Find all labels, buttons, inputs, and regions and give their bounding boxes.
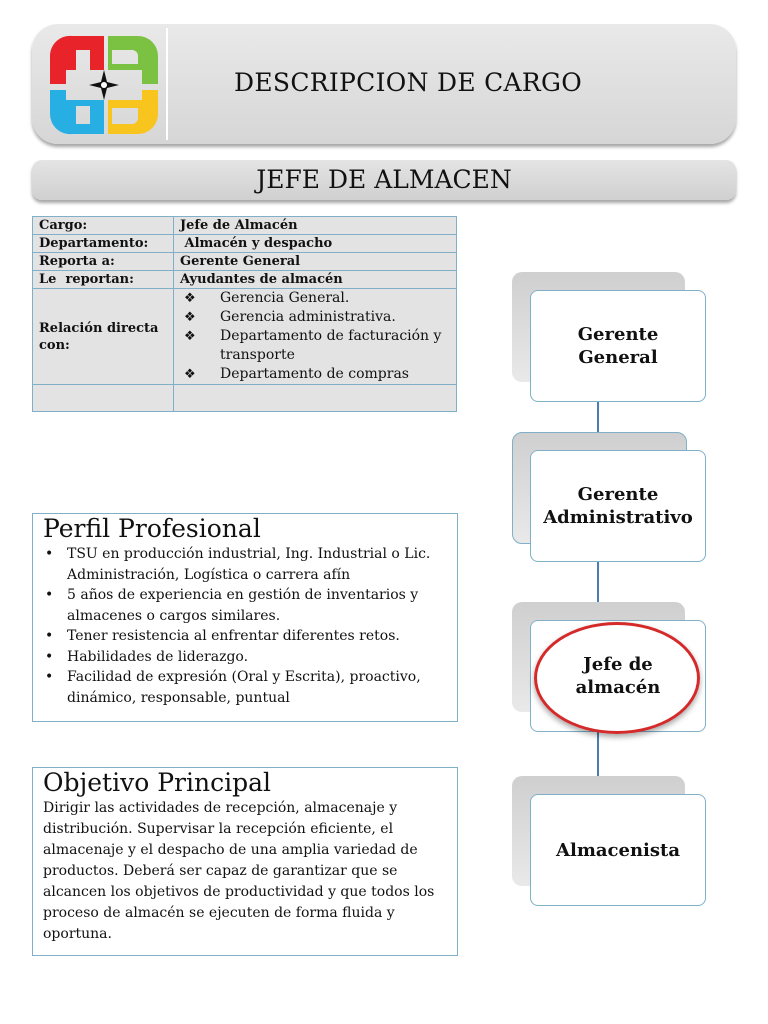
org-card-jefe-almacen: Jefe de almacén bbox=[530, 620, 706, 732]
org-card-almacenista: Almacenista bbox=[530, 794, 706, 906]
list-item: • Tener resistencia al enfrentar diferentes retos. bbox=[43, 626, 449, 647]
list-item: • Facilidad de expresión (Oral y Escrita), proactivo, dinámico, responsable, puntual bbox=[45, 669, 421, 706]
le-reportan-label: Le reportan: bbox=[33, 271, 174, 289]
header-divider bbox=[166, 28, 168, 140]
list-item: • Habilidades de liderazgo. bbox=[43, 647, 449, 668]
table-row bbox=[33, 253, 457, 271]
reporta-label: Reporta a: bbox=[33, 253, 174, 271]
perfil-profesional-box bbox=[32, 513, 458, 722]
list-item: • TSU en producción industrial, Ing. Industrial o Lic. Administración, Logística o carrera afín bbox=[45, 546, 431, 583]
company-logo bbox=[46, 30, 166, 140]
bullet-icon: • bbox=[45, 587, 54, 603]
list-item: ❖ Departamento de compras bbox=[184, 366, 409, 382]
departamento-label: Departamento: bbox=[33, 235, 174, 253]
list-item: ❖ Gerencia General. bbox=[184, 290, 350, 306]
highlight-ellipse bbox=[534, 622, 700, 734]
relacion-value bbox=[174, 289, 457, 385]
list-item: ❖ Gerencia administrativa. bbox=[184, 309, 396, 325]
list-item: ❖ Departamento de facturación y transporte bbox=[184, 328, 442, 363]
cargo-label: Cargo: bbox=[33, 217, 174, 235]
org-card-gerente-administrativo: Gerente Administrativo bbox=[530, 450, 706, 562]
diamond-bullet-icon: ❖ bbox=[184, 310, 196, 325]
header-banner bbox=[32, 24, 736, 144]
job-title-banner bbox=[32, 160, 736, 200]
bullet-icon: • bbox=[45, 628, 54, 644]
diamond-bullet-icon: ❖ bbox=[184, 367, 196, 382]
cargo-value: Jefe de Almacén bbox=[174, 217, 457, 235]
objetivo-title: Objetivo Principal bbox=[43, 768, 271, 797]
perfil-list bbox=[33, 544, 457, 712]
diamond-bullet-icon: ❖ bbox=[184, 329, 196, 344]
table-row bbox=[33, 235, 457, 253]
org-card-gerente-general: Gerente General bbox=[530, 290, 706, 402]
diamond-bullet-icon: ❖ bbox=[184, 291, 196, 306]
table-row bbox=[33, 289, 457, 385]
relacion-label: Relación directa con: bbox=[33, 289, 174, 385]
table-row-empty bbox=[33, 385, 457, 412]
list-item: • 5 años de experiencia en gestión de inventarios y almacenes o cargos similares. bbox=[45, 587, 419, 624]
objetivo-text: Dirigir las actividades de recepción, almacenaje y distribución. Supervisar la recepción eficiente, el almacenaje y el despacho de una amplia variedad de productos. Deberá ser capaz de garantizar que se alcancen los objetivos de productividad y que todos los proceso de almacén se ejecuten de forma fluida y oportuna. bbox=[43, 800, 435, 942]
relacion-list bbox=[180, 289, 450, 384]
reporta-value: Gerente General bbox=[174, 253, 457, 271]
table-row bbox=[33, 217, 457, 235]
departamento-value: Almacén y despacho bbox=[174, 235, 457, 253]
document-title: DESCRIPCION DE CARGO bbox=[234, 68, 583, 97]
table-row bbox=[33, 271, 457, 289]
objetivo-principal-box bbox=[32, 767, 458, 956]
le-reportan-value: Ayudantes de almacén bbox=[174, 271, 457, 289]
bullet-icon: • bbox=[45, 648, 54, 665]
bullet-icon: • bbox=[45, 546, 54, 562]
job-info-table bbox=[32, 216, 457, 412]
job-title: JEFE DE ALMACEN bbox=[256, 165, 512, 194]
bullet-icon: • bbox=[45, 669, 54, 685]
perfil-title: Perfil Profesional bbox=[43, 514, 261, 543]
